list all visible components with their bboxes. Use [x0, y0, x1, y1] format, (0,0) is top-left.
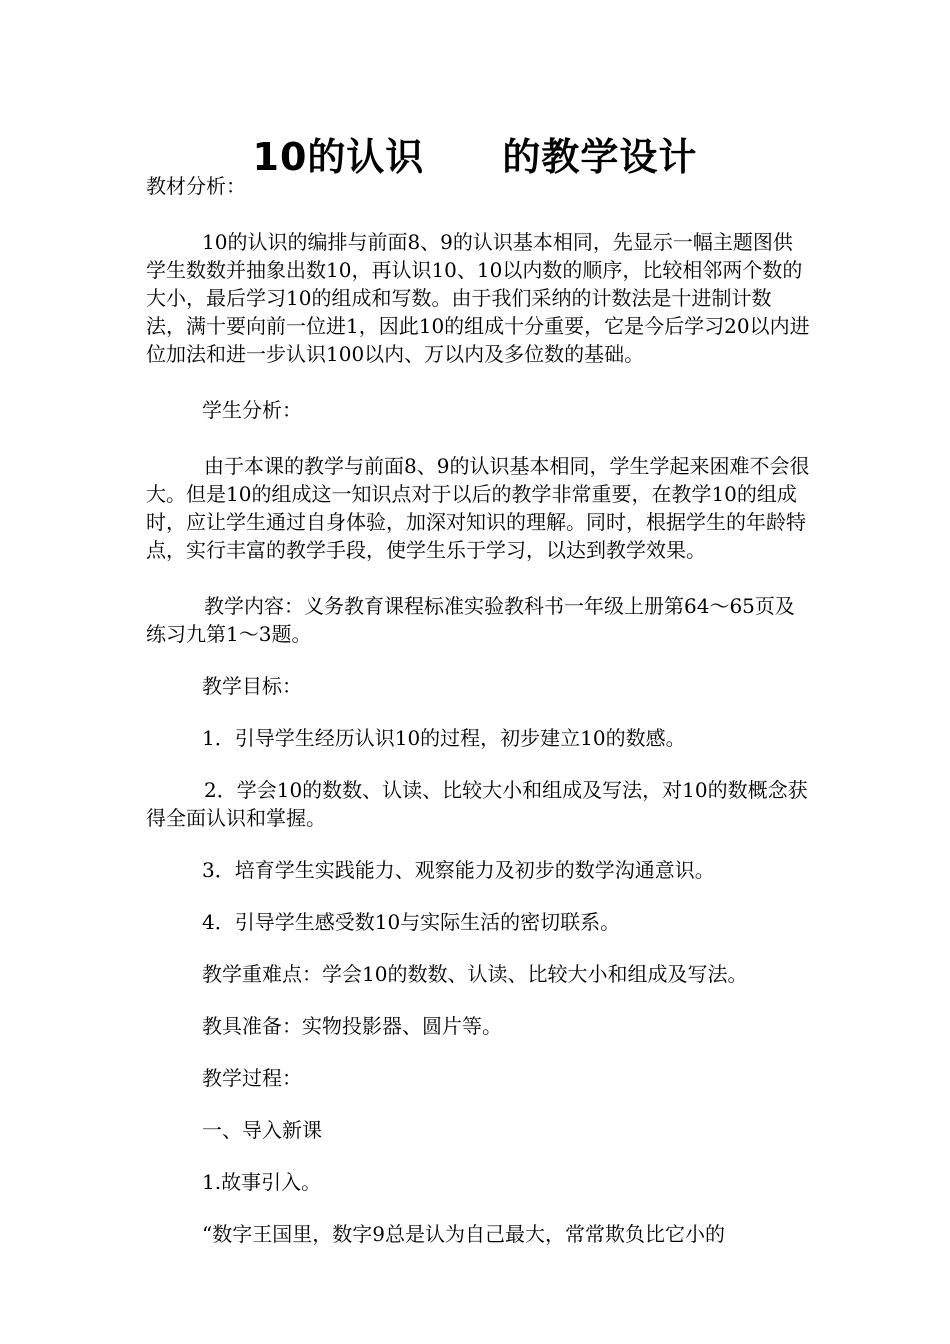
- document-title: 10的认识 的教学设计: [252, 135, 698, 179]
- goal-item-2: 2．学会10的数数、认读、比较大小和组成及写法，对10的数概念获得全面认识和掌握。: [146, 778, 808, 830]
- tools-prepared: 教具准备：实物投影器、圆片等。: [202, 1014, 502, 1038]
- item-1: 1.故事引入。: [202, 1170, 322, 1194]
- student-paragraph: 由于本课的教学与前面8、9的认识基本相同，学生学起来困难不会很大。但是10的组成这一知识点对于以后的教学非常重要，在教学10的组成时，应让学生通过自身体验，加深对知识的理解。同时，根据学生的年龄特点，实行丰富的教学手段，使学生乐于学习，以达到教学效果。: [146, 454, 810, 562]
- process-heading: 教学过程：: [202, 1066, 302, 1090]
- goal-item-1: 1．引导学生经历认识10的过程，初步建立10的数感。: [202, 726, 686, 750]
- student-heading: 学生分析：: [202, 398, 302, 422]
- material-heading: 教材分析：: [146, 174, 246, 198]
- goal-item-3: 3．培育学生实践能力、观察能力及初步的数学沟通意识。: [202, 858, 715, 882]
- goals-heading: 教学目标：: [202, 674, 302, 698]
- key-points: 教学重难点：学会10的数数、认读、比较大小和组成及写法。: [202, 962, 748, 986]
- material-paragraph: 10的认识的编排与前面8、9的认识基本相同，先显示一幅主题图供学生数数并抽象出数10，再认识10、10以内数的顺序，比较相邻两个数的大小，最后学习10的组成和写数。由于我们采纳的计数法是十进制计数法，满十要向前一位进1，因此10的组成十分重要，它是今后学习20以内进位加法和进一步认识100以内、万以内及多位数的基础。: [146, 230, 810, 366]
- document-body: [146, 172, 810, 1248]
- part-1-heading: 一、导入新课: [202, 1118, 322, 1142]
- content-paragraph: 教学内容：义务教育课程标准实验教科书一年级上册第64～65页及练习九第1～3题。: [146, 594, 795, 646]
- story-paragraph: “数字王国里，数字9总是认为自己最大，常常欺负比它小的: [202, 1222, 725, 1246]
- goal-item-4: 4．引导学生感受数10与实际生活的密切联系。: [202, 910, 621, 934]
